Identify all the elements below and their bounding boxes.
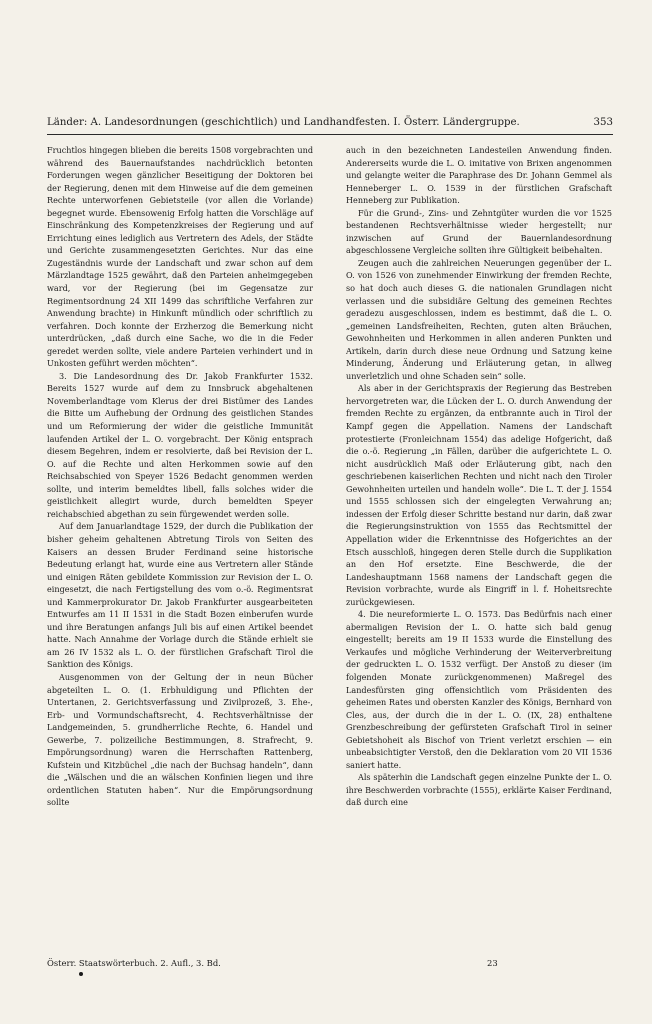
paragraph: Ausgenommen von der Geltung der in neun Bücher abgeteilten L. O. (1. Erbhuldigung und Pflichten der Untertanen, 2. Gerichtsverfassung und Zivilprozeß, 3. Ehe-, Erb- und Vormundschaftsrecht, 4. Rechtsverhältnisse der Landgemeinden, 5. grundherrliche Rechte, 6. Handel und Gewerbe, 7. polizeiliche Bestimmungen, 8. Strafrecht, 9. Empörungsordnung) waren die Herrschaften Rattenberg, Kufstein und Kitzbüchel „die nach der Buchsag handeln“, dann die „Wälschen und die an wälschen Konfinien liegen und ihre ordentlichen Statuten haben“. Nur die Empörungsordnung sollte bbox=[47, 671, 313, 808]
left-column bbox=[47, 144, 313, 809]
footer-signature: 23 bbox=[487, 958, 498, 968]
paragraph: Als aber in der Gerichtspraxis der Regierung das Bestreben hervorgetreten war, die Lücken der L. O. durch Anwendung der fremden Rechte zu ergänzen, da entbrannte auch in Tirol der Kampf gegen die Appellation. Namens der Landschaft protestierte (Fronleichnam 1554) das adelige Hofgericht, daß die o.-ö. Regierung „in Fällen, darüber die aufgerichtete L. O. nicht ausdrücklich Maß oder Erläuterung gibt, nach den geschriebenen kaiserlichen Rechten und nicht nach den Tiroler Gewohnheiten urteilen und handeln wolle“. Die L. T. der J. 1554 und 1555 schlossen sich der eingelegten Verwahrung an; indessen der Erfolg dieser Schritte bestand nur darin, daß zwar die Regierungsinstruktion von 1555 das Rechtsmittel der Appellation wider die Erkenntnisse des Hofgerichtes an der Etsch ausschloß, hingegen deren Stelle durch die Supplikation an den Hof ersetzte. Eine Beschwerde, die der Landeshauptmann 1568 namens der Landschaft gegen die Revision vorbrachte, wurde als Eingriff in l. f. Hoheitsrechte zurückgewiesen. bbox=[346, 383, 612, 607]
footer-source: Österr. Staatswörterbuch. 2. Aufl., 3. Bd. bbox=[47, 958, 221, 968]
paragraph: Auf dem Januarlandtage 1529, der durch die Publikation der bisher geheim gehaltenen Abtretung Tirols von Seiten des Kaisers an dessen Bruder Ferdinand seine historische Bedeutung erlangt hat, wurde eine aus Vertretern aller Stände und einigen Räten gebildete Kommission zur Revision der L. O. eingesetzt, die nach Fertigstellung des vom o.-ö. Regimentsrat und Kammerprokurator Dr. Jakob Frankfurter ausgearbeiteten Entwurfes am 11 II 1531 in die Stadt Bozen einberufen wurde und ihre Beratungen anfangs Juli bis auf einen Artikel beendet hatte. Nach Annahme der Vorlage durch die Stände erhielt sie am 26 IV 1532 als L. O. der fürstlichen Grafschaft Tirol die Sanktion des Königs. bbox=[47, 521, 313, 670]
paragraph: 3. Die Landesordnung des Dr. Jakob Frankfurter 1532. Bereits 1527 wurde auf dem zu Innsbruck abgehaltenen Novemberlandtage vom Klerus der drei Bistümer des Landes die Bitte um Aufhebung der Ordnung des geistlichen Standes und um Reformierung der wider die geistliche Immunität laufenden Artikel der L. O. vorgebracht. Der König entsprach diesem Begehren, indem er resolvierte, daß bei Revision der L. O. auf die Rechte und alten Herkommen sowie auf den Reichsabschied von Speyer 1526 Bedacht genommen werden sollte, und interim bemeldtes libell, falls solches wider die geistlichkeit allegirt wurde, durch bemeldten Speyer reichabschied abgethan zu sein fürgewendet werden solle. bbox=[47, 370, 313, 519]
running-title: Länder: A. Landesordnungen (geschichtlich) und Landhandfesten. I. Österr. Ländergruppe. bbox=[47, 117, 520, 128]
right-column bbox=[346, 144, 612, 809]
ink-dot bbox=[79, 972, 83, 976]
paragraph: Als späterhin die Landschaft gegen einzelne Punkte der L. O. ihre Beschwerden vorbrachte (1555), erklärte Kaiser Ferdinand, daß durch eine bbox=[346, 772, 612, 808]
paragraph: Für die Grund-, Zins- und Zehntgüter wurden die vor 1525 bestandenen Rechtsverhältnisse wieder hergestellt; nur inzwischen auf Grund der Bauernlandesordnung abgeschlossene Vergleiche sollten ihre Gültigkeit beibehalten. bbox=[346, 207, 612, 256]
header-rule bbox=[47, 134, 613, 135]
paragraph: auch in den bezeichneten Landesteilen Anwendung finden. Andererseits wurde die L. O. imitative von Brixen angenommen und gelangte weiter die Paraphrase des Dr. Johann Gemmel als Henneberger L. O. 1539 in der fürstlichen Grafschaft Henneberg zur Publikation. bbox=[346, 145, 612, 206]
running-header bbox=[47, 117, 613, 129]
paragraph: Fruchtlos hingegen blieben die bereits 1508 vorgebrachten und während des Bauernaufstandes nachdrücklich betonten Forderungen wegen gänzlicher Beseitigung der Doktoren bei der Regierung, denen mit dem Hinweise auf die dem gemeinen Rechte unterworfenen Gebietsteile (vor allen die Vorlande) begegnet wurde. Ebensowenig Erfolg hatten die Vorschläge auf Einschränkung des Kompetenzkreises der Regierung und auf Errichtung eines lediglich aus Vertretern des Adels, der Städte und Gerichte zusammengesetzten Gerichtes. Nur das eine Zugeständnis wurde der Landschaft und zwar schon auf dem Märzlandtage 1525 gewährt, daß den Parteien anheimgegeben ward, vor der Regierung (bei im Gegensatze zur Regimentsordnung 24 XII 1499 das schriftliche Verfahren zur Anwendung brachte) in Hinkunft mündlich oder schriftlich zu verfahren. Doch konnte der Erzherzog die Bemerkung nicht unterdrücken, „daß durch eine Sache, wo die in die Feder geredet werden sollte, viele andere Parteien verhindert und in Unkosten geführt werden möchten“. bbox=[47, 145, 313, 369]
paragraph: 4. Die neureformierte L. O. 1573. Das Bedürfnis nach einer abermaligen Revision der L. O. hatte sich bald genug eingestellt; bereits am 19 II 1533 wurde die Einstellung des Verkaufes und mögliche Verhinderung der Weiterverbreitung der gedruckten L. O. 1532 verfügt. Der Anstoß zu dieser (im folgenden Monate zurückgenommenen) Maßregel des Landesfürsten ging offensichtlich vom Präsidenten des geheimen Rates und obersten Kanzler des Königs, Bernhard von Cles, aus, der durch die in der L. O. (IX, 28) enthaltene Grenzbeschreibung der gefürsteten Grafschaft Tirol in seiner Gebietshoheit als Bischof von Trient verletzt erschien — ein unbeabsichtigter Verstoß, den die Deklaration vom 20 VII 1536 saniert hatte. bbox=[346, 609, 612, 770]
page-number: 353 bbox=[593, 117, 613, 128]
paragraph: Zeugen auch die zahlreichen Neuerungen gegenüber der L. O. von 1526 von zunehmender Einwirkung der fremden Rechte, so hat doch auch dieses G. die nationalen Grundlagen nicht verlassen und die subsidiäre Geltung des gemeinen Rechtes geradezu ausgeschlossen, indem es bestimmt, daß die L. O. „gemeinen Landsfreiheiten, Rechten, guten alten Bräuchen, Gewohnheiten und Herkommen in allen anderen Punkten und Artikeln, darin durch diese neue Ordnung und Satzung keine Minderung, Änderung und Erläuterung getan, in allweg unverletzlich und ohne Schaden sein“ solle. bbox=[346, 257, 612, 381]
